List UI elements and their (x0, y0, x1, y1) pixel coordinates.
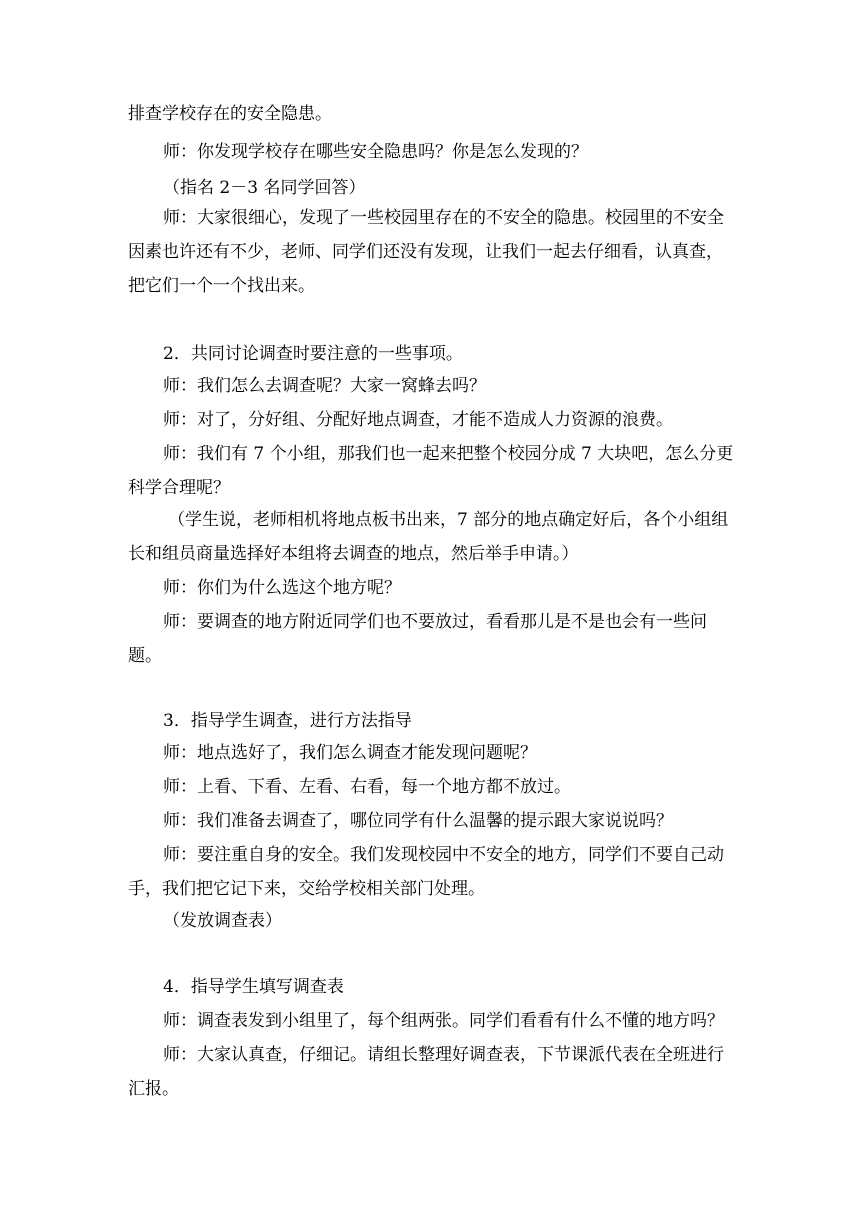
paragraph-line: 师：地点选好了，我们怎么调查才能发现问题呢？ (163, 743, 537, 763)
paragraph-line: 师：要注重自身的安全。我们发现校园中不安全的地方，同学们不要自己动 (163, 845, 724, 865)
paragraph-line: 师：你们为什么选这个地方呢？ (163, 578, 401, 598)
section-heading: 3．指导学生调查，进行方法指导 (163, 711, 412, 731)
paragraph-line: 科学合理呢？ (128, 478, 230, 498)
paragraph-line: （发放调查表） (163, 911, 282, 931)
paragraph-line: 师：我们有 7 个小组，那我们也一起来把整个校园分成 7 大块吧，怎么分更 (163, 444, 734, 464)
paragraph-line: 师：大家认真查，仔细记。请组长整理好调查表，下节课派代表在全班进行 (163, 1045, 724, 1065)
paragraph-line: 因素也许还有不少，老师、同学们还没有发现，让我们一起去仔细看，认真查， (128, 242, 723, 262)
paragraph-line: 排查学校存在的安全隐患。 (128, 104, 332, 124)
paragraph-line: （指名 2－3 名同学回答） (163, 178, 366, 198)
paragraph-line: 把它们一个一个找出来。 (128, 276, 315, 296)
paragraph-line: 师：大家很细心，发现了一些校园里存在的不安全的隐患。校园里的不安全 (163, 208, 724, 228)
paragraph-line: 师：我们怎么去调查呢？大家一窝蜂去吗？ (163, 376, 486, 396)
paragraph-line: （学生说，老师相机将地点板书出来，7 部分的地点确定好后，各个小组组 (168, 510, 729, 530)
paragraph-line: 手，我们把它记下来，交给学校相关部门处理。 (128, 879, 485, 899)
paragraph-line: 师：上看、下看、左看、右看，每一个地方都不放过。 (163, 777, 571, 797)
paragraph-line: 师：你发现学校存在哪些安全隐患吗？你是怎么发现的？ (163, 142, 588, 162)
paragraph-line: 长和组员商量选择好本组将去调查的地点，然后举手申请。） (128, 544, 579, 564)
paragraph-line: 师：我们准备去调查了，哪位同学有什么温馨的提示跟大家说说吗？ (163, 811, 673, 831)
paragraph-line: 师：要调查的地方附近同学们也不要放过，看看那儿是不是也会有一些问 (163, 612, 707, 632)
paragraph-line: 汇报。 (128, 1079, 179, 1099)
paragraph-line: 师：对了，分好组、分配好地点调查，才能不造成人力资源的浪费。 (163, 410, 673, 430)
paragraph-line: 题。 (128, 646, 162, 666)
section-heading: 2．共同讨论调查时要注意的一些事项。 (163, 344, 463, 364)
paragraph-line: 师：调查表发到小组里了，每个组两张。同学们看看有什么不懂的地方吗？ (163, 1011, 724, 1031)
section-heading: 4．指导学生填写调查表 (163, 977, 344, 997)
